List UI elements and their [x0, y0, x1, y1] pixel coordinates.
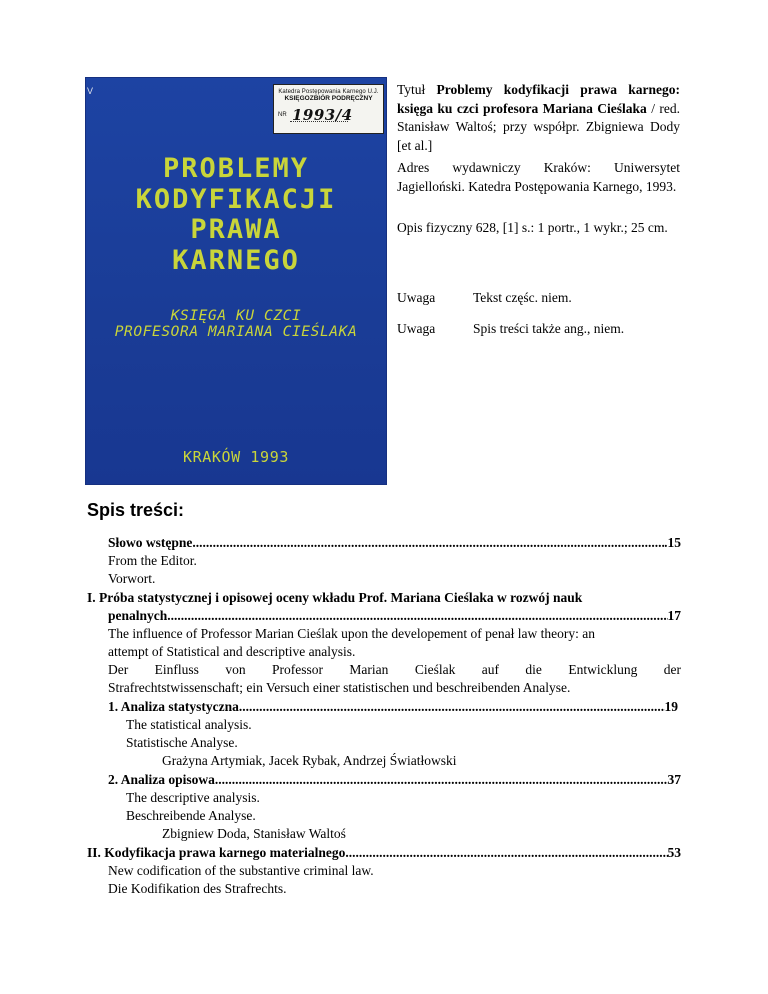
toc-entry-title: Słowo wstępne	[108, 535, 193, 550]
stamp-nr-label: NR	[278, 112, 287, 118]
toc-authors: Grażyna Artymiak, Jacek Rybak, Andrzej Światłowski	[162, 753, 457, 768]
stamp-line-1: Katedra Postępowania Karnego U.J.	[278, 89, 379, 95]
toc-translation-de: Der Einfluss von Professor Marian Cieślak auf die Entwicklung der	[108, 662, 681, 677]
toc-entry-part-1	[108, 608, 681, 624]
note-value: Spis treści także ang., niem.	[473, 321, 625, 336]
toc-entry-chapter-1	[108, 699, 678, 715]
toc-part-1-title: I. Próba statystycznej i opisowej oceny wkładu Prof. Mariana Cieślaka w rozwój nauk	[87, 590, 583, 605]
toc-entry-foreword	[108, 535, 681, 551]
toc-translation-en: From the Editor.	[108, 553, 197, 568]
toc-translation-en: New codification of the substantive criminal law.	[108, 863, 374, 878]
physical-label: Opis fizyczny	[397, 220, 473, 235]
cover-title-line: PROBLEMY	[162, 153, 310, 184]
toc-translation-en: The influence of Professor Marian Cieślak upon the developement of penał law theory: an	[108, 626, 595, 641]
toc-entry-part-2	[87, 845, 681, 861]
physical-value: 628, [1] s.: 1 portr., 1 wykr.; 25 cm.	[475, 220, 668, 235]
cover-title-line: KARNEGO	[172, 244, 300, 276]
toc-leader	[167, 608, 667, 624]
toc-entry-title: 2. Analiza opisowa	[108, 772, 215, 787]
info-publisher	[397, 159, 680, 196]
toc-leader	[192, 535, 664, 551]
note-label: Uwaga	[397, 290, 436, 305]
publisher-label: Adres wydawniczy	[397, 160, 521, 175]
toc-entry-title: II. Kodyfikacja prawa karnego materialnego	[87, 845, 346, 860]
toc-page-number: 53	[667, 845, 681, 860]
info-title	[397, 81, 680, 155]
toc-translation-de: Statistische Analyse.	[126, 735, 238, 750]
cover-title	[85, 154, 387, 276]
note-label: Uwaga	[397, 321, 436, 336]
cover-subtitle-line: KSIĘGA KU CZCI	[170, 308, 302, 324]
toc-translation-en: The statistical analysis.	[126, 717, 252, 732]
toc-leader	[239, 699, 665, 715]
title-label: Tytuł	[397, 82, 426, 97]
toc-page-number: 17	[667, 608, 681, 623]
toc-translation-de: Vorwort.	[108, 571, 156, 586]
toc-authors: Zbigniew Doda, Stanisław Waltoś	[162, 826, 346, 841]
cover-subtitle-line: PROFESORA MARIANA CIEŚLAKA	[114, 324, 358, 340]
note-value: Tekst częśc. niem.	[473, 290, 572, 305]
title-bold: Problemy kodyfikacji prawa karnego: księga ku czci profesora Mariana Cieślaka	[397, 82, 680, 116]
toc-translation-en: The descriptive analysis.	[126, 790, 260, 805]
toc-page-number: 19	[664, 699, 678, 714]
toc-translation-de: Strafrechtstwissenschaft; ein Versuch einer statistischen und beschreibenden Analyse.	[108, 680, 571, 695]
toc-page-number: 37	[667, 772, 681, 787]
toc-entry-title: penalnych	[108, 608, 168, 623]
title-rest: / red. Stanisław Waltoś; przy współpr. Zbigniewa Dody [et al.]	[397, 100, 681, 153]
cover-corner-mark: V	[87, 86, 94, 96]
cover-title-line: KODYFIKACJI	[135, 183, 337, 215]
info-physical	[397, 219, 680, 238]
toc-heading: Spis treści:	[87, 500, 185, 520]
toc-translation-de: Beschreibende Analyse.	[126, 808, 256, 823]
toc-entry-chapter-2	[108, 772, 681, 788]
toc-leader	[215, 772, 668, 788]
cover-subtitle	[85, 308, 387, 340]
publisher-value: Kraków: Uniwersytet Jagielloński. Katedra Postępowania Karnego, 1993.	[397, 160, 681, 194]
cover-city-year: KRAKÓW 1993	[183, 448, 289, 466]
toc-page-number: .15	[664, 535, 681, 550]
cover-title-line: PRAWA	[190, 214, 282, 245]
stamp-nr-value: 1993/4	[292, 106, 353, 124]
toc-translation-de: Die Kodifikation des Strafrechts.	[108, 881, 287, 896]
library-stamp	[273, 84, 384, 134]
toc-translation-en: attempt of Statistical and descriptive analysis.	[108, 644, 356, 659]
toc-leader	[345, 845, 667, 861]
toc-entry-title: 1. Analiza statystyczna	[108, 699, 239, 714]
stamp-line-2: KSIĘGOZBIÓR PODRĘCZNY	[284, 95, 373, 102]
book-cover-image	[85, 77, 387, 485]
